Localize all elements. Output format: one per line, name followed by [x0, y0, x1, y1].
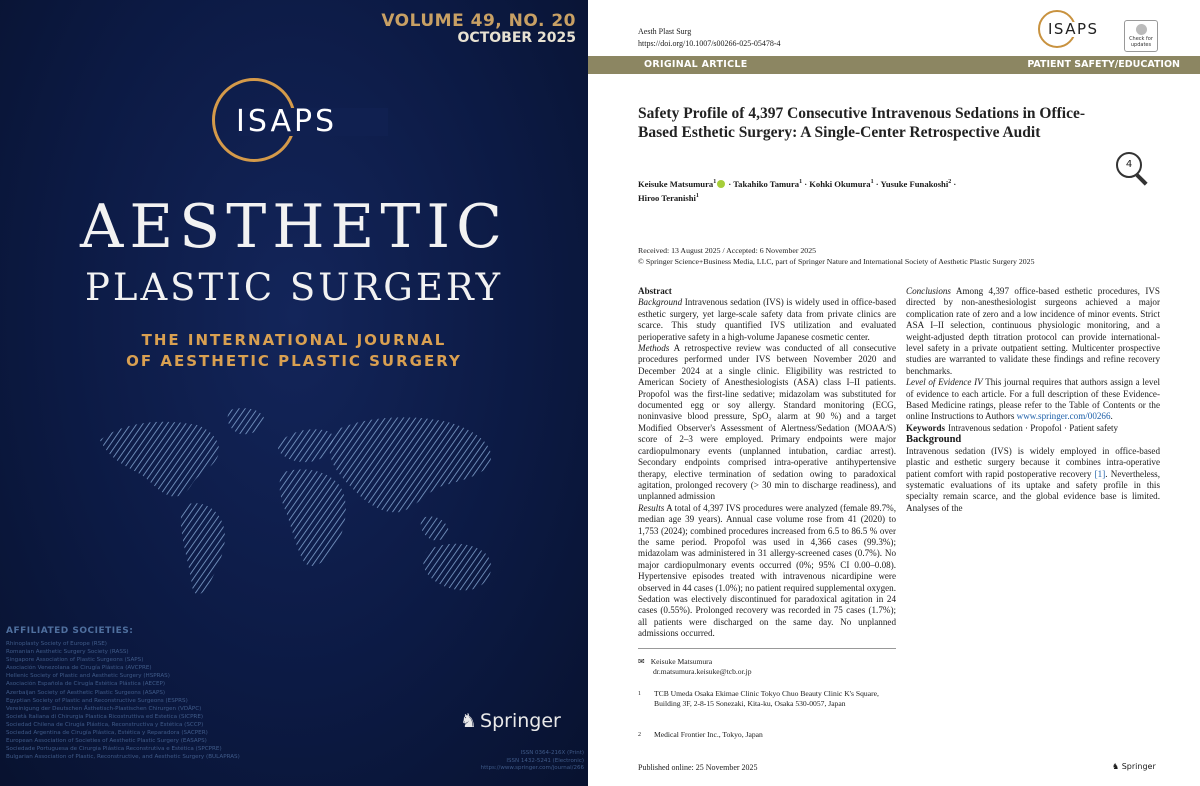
corr-name: Keisuke Matsumura [650, 657, 713, 666]
author-name[interactable]: Kohki Okumura [809, 178, 871, 189]
cover-affiliated-item: Società Italiana di Chirurgia Plastica Ricostruttiva ed Estetica (SICPRE) [6, 713, 204, 720]
article-type-band [588, 56, 1200, 74]
check-updates-line: updates [1130, 42, 1152, 48]
cover-subtitle-line1: THE INTERNATIONAL JOURNAL [141, 331, 447, 349]
springer-link[interactable]: www.springer.com/00266 [1016, 411, 1111, 422]
citation-link[interactable]: [1] [1094, 468, 1106, 479]
keywords: Keywords Intravenous sedation · Propofol · Patient safety [906, 422, 1118, 433]
cover-issn [472, 750, 584, 773]
cover-publisher-logo [460, 710, 561, 732]
cover-affiliated-item: Bulgarian Association of Plastic, Reconstructive, and Aesthetic Surgery (BULAPRAS) [6, 754, 240, 761]
author-list: Keisuke Matsumura$^1$ · Takahiko Tamura$^1$ · Kohki Okumura$^1$ · Yusuke Funakoshi$^2$ · Hiroo Teranishi$^1$ [638, 178, 957, 204]
abstract-background: Background Intravenous sedation (IVS) is widely used in office-based esthetic surgery, yet large-scale safety data from private clinics are scarce. This study quantified IVS utilization and evaluated perioperative safety in a high-volume Japanese cosmetic center. [638, 297, 896, 342]
copyright-line: © Springer Science+Business Media, LLC, part of Springer Nature and International Society of Aesthetic Plastic Surgery 2025 [638, 256, 1035, 266]
cover-date: OCTOBER 2025 [457, 29, 576, 46]
cover-affiliated-item: Egyptian Society of Plastic and Reconstructive Surgeons (ESPRS) [6, 697, 188, 704]
cover-affiliated-item: Azerbaijan Society of Aesthetic Plastic Surgeons (ASAPS) [6, 689, 166, 696]
cover-affiliated-item: Singapore Association of Plastic Surgeons (SAPS) [6, 657, 144, 664]
cover-affiliated-item: Vereinigung der Deutschen Ästhetisch-Plastischen Chirurgen (VDÄPC) [6, 705, 202, 712]
received-accepted: Received: 13 August 2025 / Accepted: 6 November 2025 [638, 246, 816, 255]
magnifier-icon: 4 [1116, 152, 1142, 178]
world-map-icon [92, 400, 512, 610]
envelope-icon: ✉ [638, 657, 645, 666]
author-name[interactable]: Takahiko Tamura [733, 178, 800, 189]
article-type: ORIGINAL ARTICLE [644, 59, 748, 70]
published-date: Published online: 25 November 2025 [638, 763, 758, 772]
background-paragraph: Intravenous sedation (IVS) is widely employed in office-based plastic and esthetic surgery because it combines intra-operative patient comfort with rapid postoperative recovery [1]. Nevertheless, systematic evaluations of its uptake and safety profile in this specialty remain scarce, and the global evidence base is limited. Analyses of the [906, 445, 1160, 513]
magnifier-badge[interactable] [1116, 152, 1148, 184]
cover-volume: VOLUME 49, NO. 20 [381, 11, 576, 31]
cover-title-line1: AESTHETIC [79, 192, 508, 262]
author-name[interactable]: Hiroo Teranishi [638, 193, 696, 204]
cover-affiliated-item: Asociación Venezolana de Cirugía Plástica (AVCPRE) [6, 665, 152, 672]
check-for-updates-button[interactable] [1124, 20, 1158, 52]
cover-title-line2: PLASTIC SURGERY [85, 266, 503, 309]
cover-affiliated-item: Romanian Aesthetic Surgery Society (RASS) [6, 649, 129, 656]
author-name[interactable]: Keisuke Matsumura [638, 178, 714, 189]
footer-publisher: ♞ Springer [1112, 762, 1156, 771]
affiliation-2: 2 Medical Frontier Inc., Tokyo, Japan [638, 730, 763, 739]
cover-affiliated-item: European Association of Societies of Aesthetic Plastic Surgery (EASAPS) [6, 738, 207, 745]
cover-affiliated-item: Sociedade Portuguesa de Cirurgia Plástica Reconstrutiva e Estética (SPCPRE) [6, 746, 222, 753]
abstract-results: Results A total of 4,397 IVS procedures were analyzed (female 89.7%, median age 39 years). Annual case volume rose from 41 (2020) to 1,753 (2024); combined procedures increased from 6.5 to 86.5 % over the same period. Propofol was used in 4,366 cases (99.3%); midazolam was administered in 31 allergy-screened cases (0.7%). No major cardiopulmonary events occurred (0%; 95% CI 0.00–0.08). Hypertensive episodes treated with intravenous nicardipine were observed in 44 cases (1.0%); no patient required supplemental oxygen. Sedation was electively discontinued for paradoxical agitation in 24 cases (0.55%). Prolonged recovery was recorded in 75 cases (1.7%); all patients were discharged on the same day. No unplanned admissions occurred. [638, 502, 896, 639]
cover-affiliated-item: Hellenic Society of Plastic and Aesthetic Surgery (HSPRAS) [6, 673, 170, 680]
abstract-heading: Abstract [638, 286, 672, 296]
cover-isaps-logo [208, 70, 388, 170]
level-of-evidence: Level of Evidence IV This journal requires that authors assign a level of evidence to each article. For a full description of these Evidence-Based Medicine ratings, please refer to the Table of Contents or the online Instructions to Authors www.springer.com/00266. [906, 377, 1161, 422]
cover-subtitle-line2: OF AESTHETIC PLASTIC SURGERY [126, 352, 462, 370]
corresponding-author [638, 657, 752, 677]
header-logo-text: ISAPS [1048, 20, 1099, 38]
author-name[interactable]: Yusuke Funakoshi [880, 178, 949, 189]
header-isaps-logo [1036, 6, 1116, 54]
cover-issn-line: ISSN 1432-5241 (Electronic) [506, 757, 584, 764]
abstract-methods: Methods A retrospective review was conducted of all consecutive procedures performed under IVS between November 2020 and December 2024 at a single clinic. Eligibility was restricted to American Society of Anesthesiologists (ASA) class I–II patients. Propofol was the first-line sedative; midazolam was substituted for documented egg or soy allergy. Standard monitoring (ECG, noninvasive blood pressure, SpO₂ alarm at 90 %) and a target Modified Observer's Assessment of Alertness/Sedation (MOAA/S) score of 2–3 were employed. Primary endpoints were major cardiopulmonary events (unplanned intubation, cardiac arrest). Secondary endpoints comprised intra-operative antihypertensive therapy, elective termination of sedation owing to paradoxical agitation, prolonged recovery (> 30 min to discharge readiness), and unplanned admission [638, 343, 896, 502]
section-heading: Background [906, 434, 962, 446]
cover-issn-line: https://www.springer.com/journal/266 [480, 765, 584, 771]
springer-horse-icon: ♞ [460, 710, 478, 732]
article-title: Safety Profile of 4,397 Consecutive Intravenous Sedations in Office-Based Esthetic Surgery: A Single-Center Retrospective Audit [638, 105, 1086, 141]
cover-affiliated-item: Sociedad Chilena de Cirugía Plástica, Reconstructiva y Estética (SCCP) [6, 721, 204, 728]
cover-publisher-text: Springer [480, 710, 561, 732]
orcid-icon[interactable] [717, 180, 725, 188]
doi-link[interactable]: https://doi.org/10.1007/s00266-025-05478-4 [638, 39, 781, 48]
article-dates [638, 246, 1034, 268]
cover-logo-text: ISAPS [236, 104, 338, 139]
springer-horse-icon: ♞ [1112, 762, 1120, 771]
abstract-conclusions: Conclusions Among 4,397 office-based esthetic procedures, IVS directed by non-anesthesiologist surgeons achieved a major complication rate of zero and a low incidence of minor events. Strict ASA I–II selection, continuous physiologic monitoring, and a weight-adjusted depth titration protocol can provide international-level safety in a private outpatient setting. Multicenter prospective studies are warranted to validate these findings and refine recovery benchmarks. [906, 286, 1160, 376]
article-section: PATIENT SAFETY/EDUCATION [1027, 59, 1180, 70]
corr-email[interactable]: dr.matsumura.keisuke@tcb.or.jp [653, 667, 752, 676]
article-page [588, 0, 1200, 786]
cover-affiliated-item: Asociación Española de Cirugía Estética Plástica (AECEP) [6, 681, 166, 688]
check-updates-icon [1136, 24, 1147, 35]
footnote-divider [638, 648, 896, 649]
journal-abbrev: Aesth Plast Surg [638, 27, 692, 36]
abstract-column-left [638, 286, 896, 640]
cover-issue-info [381, 12, 576, 46]
cover-affiliated-item: Sociedad Argentina de Cirugía Plástica, Estética y Reparadora (SACPER) [6, 730, 208, 737]
cover-affiliated-list [6, 640, 336, 761]
affiliation-1: 1 TCB Umeda Osaka Ekimae Clinic Tokyo Chuo Beauty Clinic K's Square, Building 3F, 2-8-15 Sonezaki, Kita-ku, Osaka 530-0057, Japan [638, 689, 879, 708]
cover-affiliated-title: AFFILIATED SOCIETIES: [6, 626, 134, 636]
abstract-column-right [906, 286, 1160, 514]
cover-issn-line: ISSN 0364-216X (Print) [520, 750, 584, 756]
cover-subtitle [0, 330, 588, 372]
journal-cover [0, 0, 588, 786]
check-updates-line: Check for [1129, 36, 1153, 42]
cover-affiliated-item: Rhinoplasty Society of Europe (RSE) [6, 641, 107, 647]
